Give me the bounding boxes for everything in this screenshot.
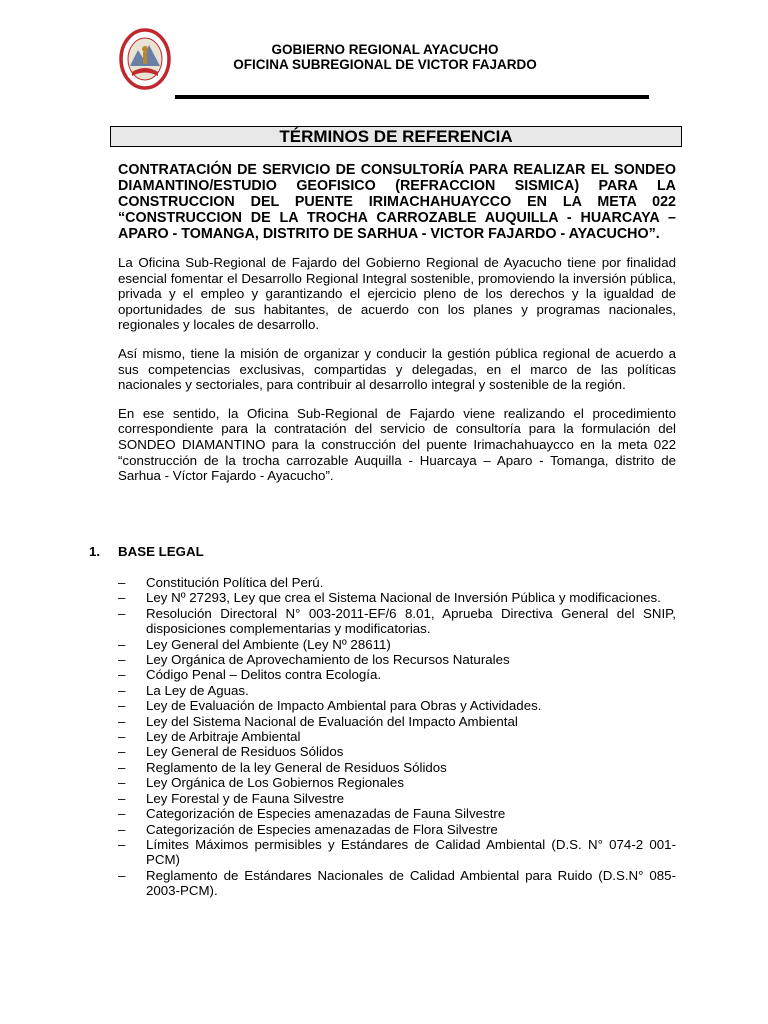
list-bullet: – — [118, 575, 126, 590]
legal-basis-item — [118, 606, 676, 637]
document-subject: CONTRATACIÓN DE SERVICIO DE CONSULTORÍA PARA REALIZAR EL SONDEO DIAMANTINO/ESTUDIO GEOFISICO (REFRACCION SISMICA) PARA LA CONSTRUCCION DEL PUENTE IRIMACHAHUAYCCO EN LA META 022 “CONSTRUCCION DE LA TROCHA CARROZABLE AUQUILLA - HUARCAYA – APARO - TOMANGA, DISTRITO DE SARHUA - VICTOR FAJARDO - AYACUCHO”. — [118, 162, 676, 242]
list-bullet: – — [118, 590, 126, 606]
legal-basis-item-text: Ley Orgánica de Los Gobiernos Regionales — [146, 775, 404, 791]
list-bullet: – — [118, 698, 126, 714]
legal-basis-item-text: Ley Nº 27293, Ley que crea el Sistema Nacional de Inversión Pública y modificaciones. — [146, 590, 661, 606]
legal-basis-item — [118, 714, 676, 729]
list-bullet: – — [118, 806, 126, 822]
legal-basis-item-text: Reglamento de la ley General de Residuos Sólidos — [146, 759, 447, 775]
legal-basis-item-text: Ley General del Ambiente (Ley Nº 28611) — [146, 636, 391, 652]
legal-basis-item — [118, 575, 676, 590]
legal-basis-item-text: Código Penal – Delitos contra Ecología. — [146, 667, 382, 683]
office-name: OFICINA SUBREGIONAL DE VICTOR FAJARDO — [233, 57, 537, 72]
legal-basis-item — [118, 590, 676, 605]
document-title: TÉRMINOS DE REFERENCIA — [110, 126, 682, 147]
legal-basis-item — [118, 837, 676, 868]
legal-basis-item — [118, 729, 676, 744]
paragraph-competencies: Así mismo, tiene la misión de organizar y conducir la gestión pública regional de acuerdo a sus competencias exclusivas, compartidas y delegadas, en el marco de las políticas nacionales y sectoriales, para contribuir al desarrollo integral y sostenible de la región. — [118, 345, 676, 393]
list-bullet: – — [118, 775, 126, 791]
legal-basis-item-text: Ley de Arbitraje Ambiental — [146, 729, 301, 745]
legal-basis-item — [118, 683, 676, 698]
legal-basis-item-text: Límites Máximos permisibles y Estándares de Calidad Ambiental (D.S. N° 074-2 001-PCM) — [146, 836, 676, 868]
header-divider — [175, 95, 649, 99]
legal-basis-item-text: Categorización de Especies amenazadas de Fauna Silvestre — [146, 806, 506, 822]
list-bullet: – — [118, 652, 126, 668]
list-bullet: – — [118, 605, 126, 621]
legal-basis-item-text: Constitución Política del Perú. — [146, 575, 324, 590]
list-bullet: – — [118, 867, 126, 883]
section-heading-base-legal — [89, 544, 204, 559]
legal-basis-item — [118, 868, 676, 899]
legal-basis-item-text: Categorización de Especies amenazadas de Flora Silvestre — [146, 821, 498, 837]
paragraph-mission: La Oficina Sub-Regional de Fajardo del Gobierno Regional de Ayacucho tiene por finalidad esencial fomentar el Desarrollo Regional Integral sostenible, promoviendo la inversión pública, privada y el empleo y garantizando el ejercicio pleno de los derechos y la igualdad de oportunidades de sus habitantes, de acuerdo con los planes y programas nacionales, regionales y locales de desarrollo. — [118, 255, 676, 333]
paragraph-procedure: En ese sentido, la Oficina Sub-Regional de Fajardo viene realizando el procedimiento correspondiente para la contratación del servicio de consultoría para la formulación del SONDEO DIAMANTINO para la construcción del puente Irimachahuaycco en la meta 022 “construcción de la trocha carrozable Auquilla - Huarcaya – Aparo - Tomanga, distrito de Sarhua - Víctor Fajardo - Ayacucho”. — [118, 405, 676, 484]
legal-basis-item — [118, 744, 676, 759]
legal-basis-item — [118, 760, 676, 775]
list-bullet: – — [118, 790, 126, 806]
document-body — [118, 162, 676, 484]
legal-basis-list — [118, 575, 676, 899]
list-bullet: – — [118, 836, 126, 852]
list-bullet: – — [118, 636, 126, 652]
list-bullet: – — [118, 713, 126, 729]
legal-basis-item — [118, 822, 676, 837]
legal-basis-item-text: Resolución Directoral N° 003-2011-EF/6 8.01, Aprueba Directiva General del SNIP, disposiciones complementarias y modificatorias. — [146, 605, 676, 637]
list-bullet: – — [118, 729, 126, 745]
legal-basis-item — [118, 698, 676, 713]
legal-basis-item-text: Ley del Sistema Nacional de Evaluación del Impacto Ambiental — [146, 713, 518, 729]
section-title: BASE LEGAL — [118, 544, 204, 559]
legal-basis-item-text: Ley Forestal y de Fauna Silvestre — [146, 790, 345, 806]
legal-basis-item-text: Ley General de Residuos Sólidos — [146, 744, 344, 760]
organization-name: GOBIERNO REGIONAL AYACUCHO — [271, 42, 499, 57]
legal-basis-item-text: La Ley de Aguas. — [146, 682, 249, 698]
legal-basis-item-text: Ley de Evaluación de Impacto Ambiental para Obras y Actividades. — [146, 698, 542, 714]
legal-basis-item-text: Reglamento de Estándares Nacionales de Calidad Ambiental para Ruido (D.S.N° 085-2003-PCM). — [146, 867, 676, 899]
section-number: 1. — [89, 544, 101, 559]
list-bullet: – — [118, 667, 126, 683]
legal-basis-item — [118, 637, 676, 652]
legal-basis-item — [118, 806, 676, 821]
legal-basis-item-text: Ley Orgánica de Aprovechamiento de los Recursos Naturales — [146, 652, 510, 668]
list-bullet: – — [118, 682, 126, 698]
gobierno-regional-seal-logo — [119, 28, 171, 90]
list-bullet: – — [118, 744, 126, 760]
list-bullet: – — [118, 759, 126, 775]
legal-basis-item — [118, 667, 676, 682]
legal-basis-item — [118, 775, 676, 790]
legal-basis-item — [118, 652, 676, 667]
legal-basis-item — [118, 791, 676, 806]
list-bullet: – — [118, 821, 126, 837]
